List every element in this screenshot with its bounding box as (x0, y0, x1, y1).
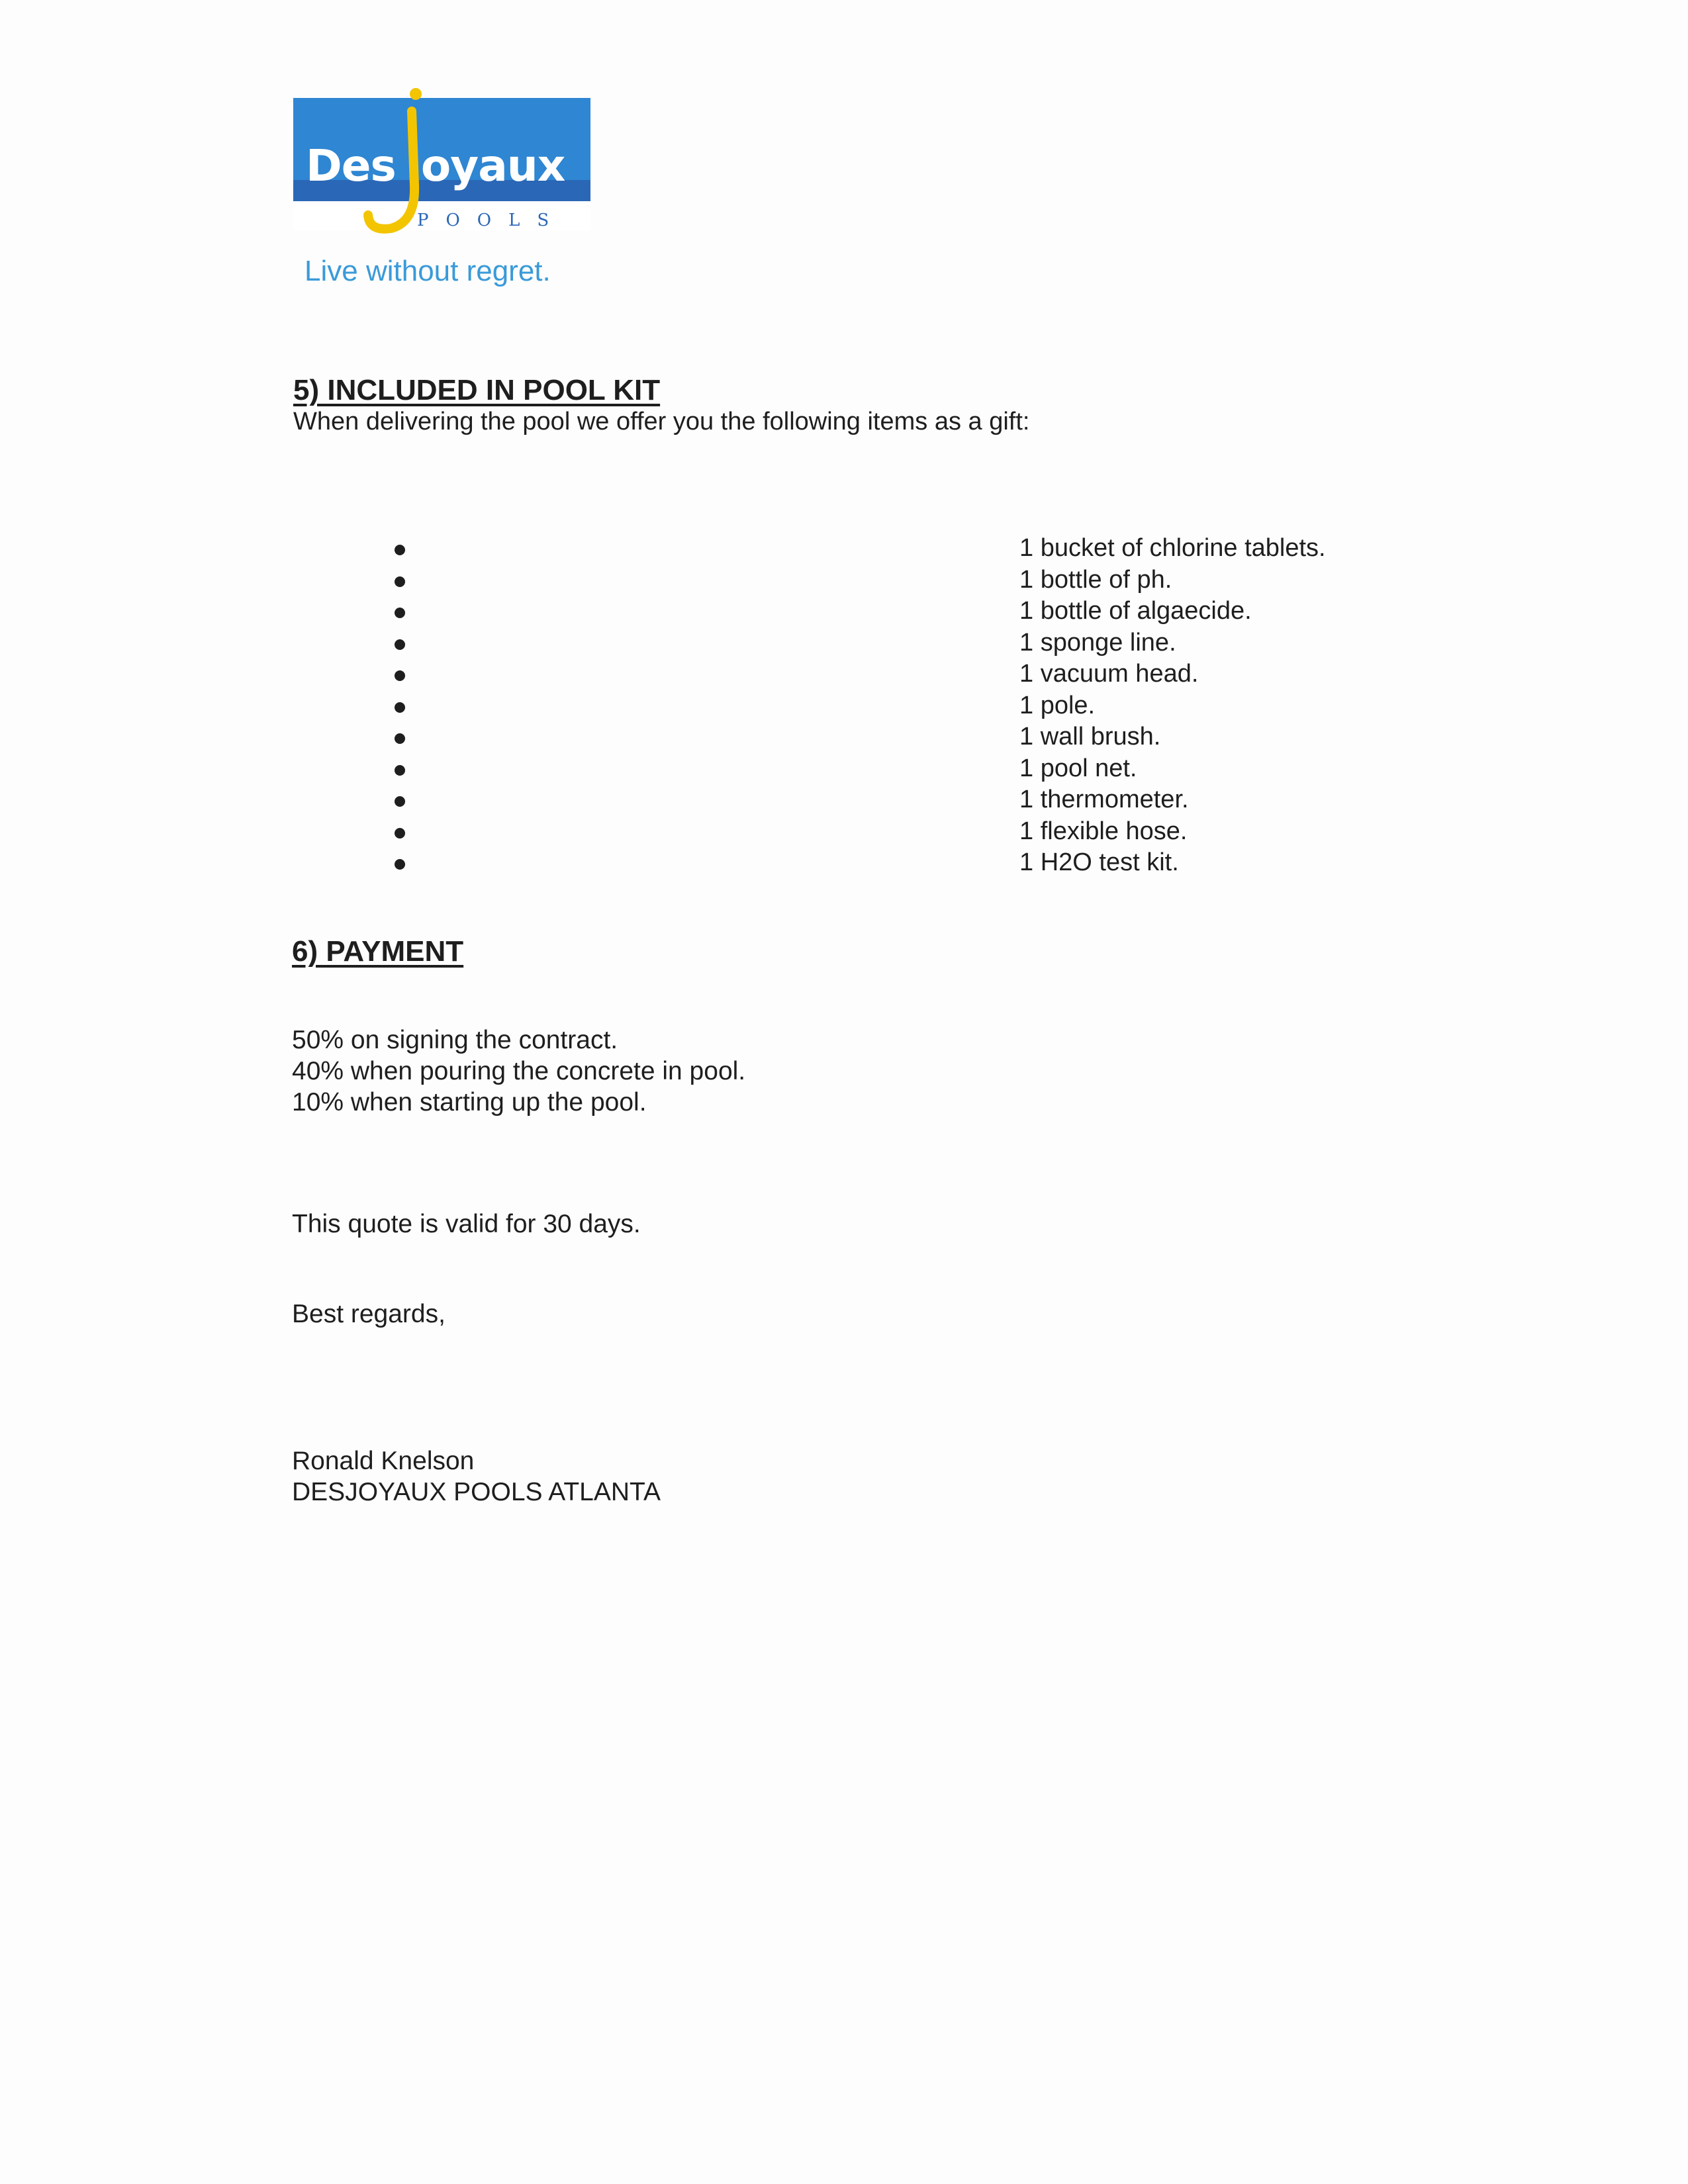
logo-wordmark (306, 140, 565, 191)
payment-term: 40% when pouring the concrete in pool. (292, 1057, 746, 1085)
desjoyaux-logo (291, 86, 596, 298)
signature-name: Ronald Knelson (292, 1447, 475, 1475)
kit-item: 1 thermometer. (1019, 786, 1189, 813)
kit-item: 1 H2O test kit. (1019, 848, 1179, 876)
quote-validity: This quote is valid for 30 days. (292, 1210, 641, 1238)
payment-terms (292, 1024, 745, 1118)
kit-item: 1 pool net. (1019, 754, 1137, 782)
kit-items-list (1019, 533, 1326, 879)
kit-item: 1 bucket of chlorine tablets. (1019, 534, 1326, 562)
kit-item: 1 vacuum head. (1019, 660, 1199, 688)
kit-item: 1 flexible hose. (1019, 817, 1188, 845)
kit-item: 1 bottle of algaecide. (1019, 597, 1252, 625)
kit-item: 1 wall brush. (1019, 723, 1161, 751)
closing-line: Best regards, (292, 1300, 445, 1328)
logo-wordmark-left: Des (306, 140, 396, 191)
logo-tagline: Live without regret. (305, 255, 551, 287)
payment-term: 10% when starting up the pool. (292, 1088, 647, 1116)
signature-block (292, 1445, 661, 1508)
kit-item: 1 pole. (1019, 691, 1096, 719)
kit-item: 1 bottle of ph. (1019, 565, 1172, 594)
kit-item: 1 sponge line. (1019, 628, 1176, 657)
section6-heading: 6) PAYMENT (292, 935, 464, 968)
logo-wordmark-right: oyaux (420, 140, 565, 191)
section5-intro: When delivering the pool we offer you the following items as a gift: (293, 408, 1030, 435)
logo-subtitle: POOLS (417, 210, 567, 230)
section5-heading: 5) INCLUDED IN POOL KIT (293, 374, 661, 406)
signature-company: DESJOYAUX POOLS ATLANTA (292, 1478, 661, 1506)
payment-term: 50% on signing the contract. (292, 1026, 618, 1054)
